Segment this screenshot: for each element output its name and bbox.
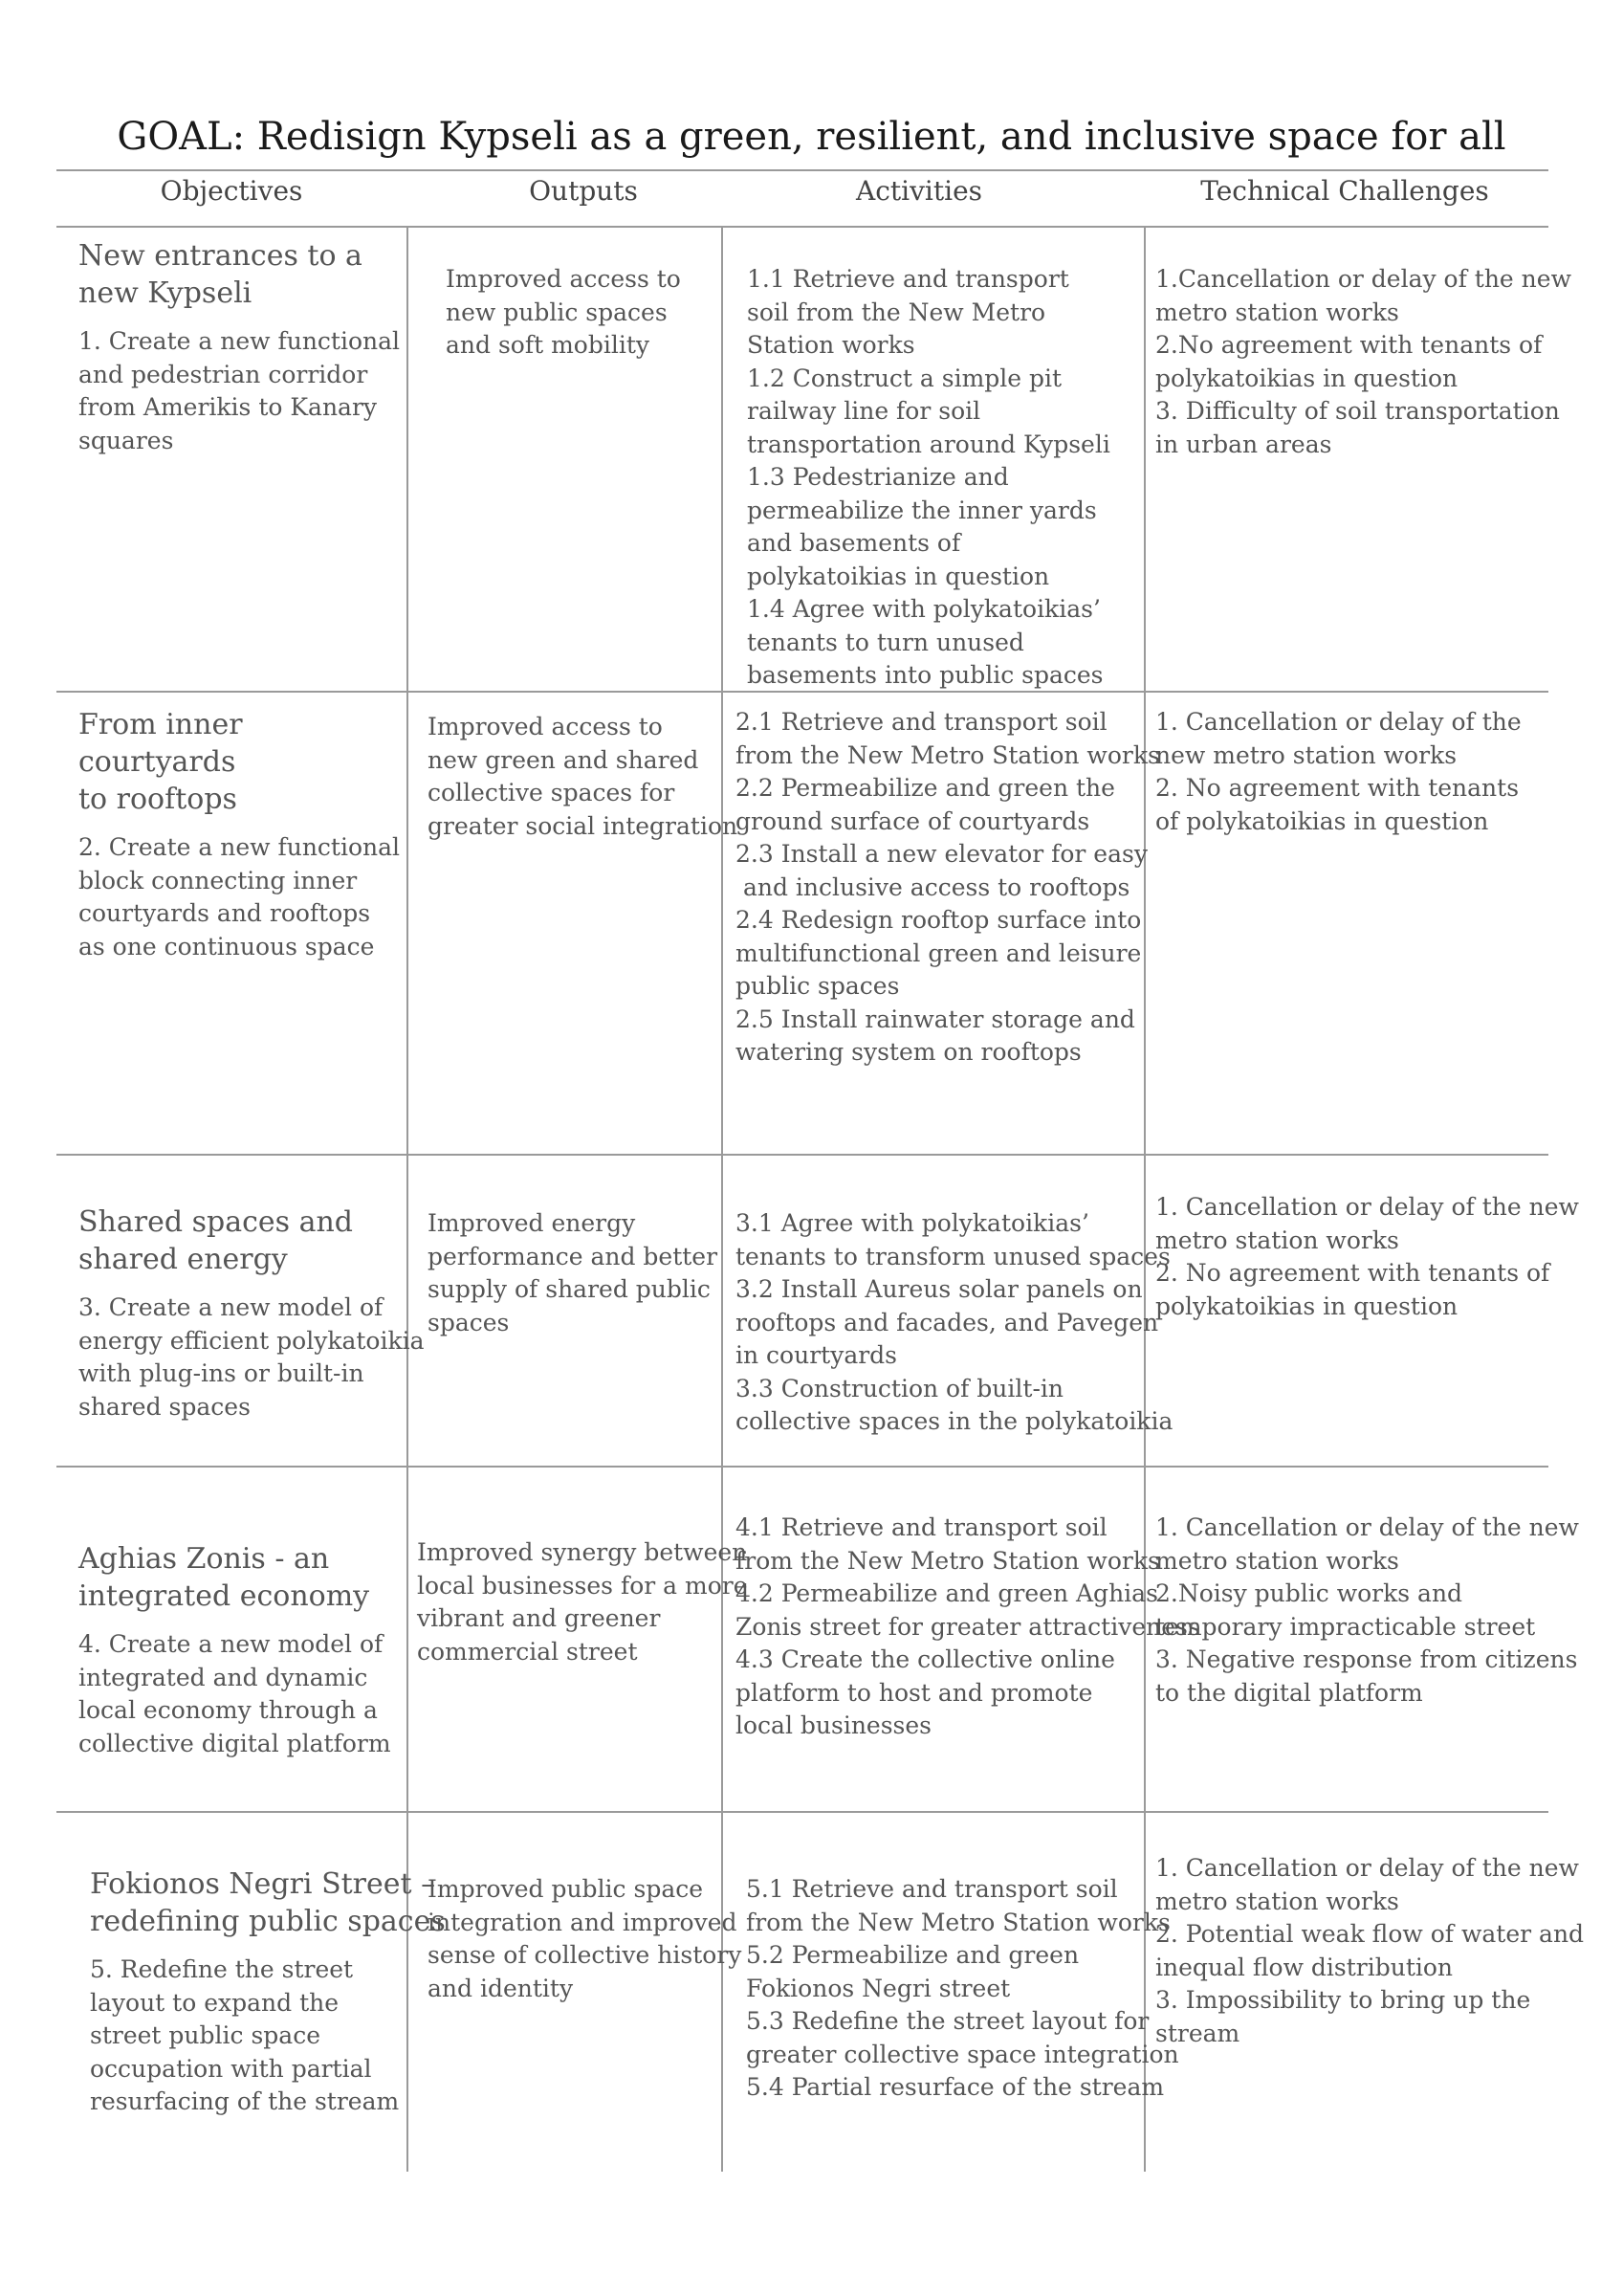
outputs-cell: Improved energy performance and better supply of shared public spaces (428, 1209, 718, 1336)
objective-description: 4. Create a new model of integrated and dynamic local economy through a collective digital platform (78, 1630, 391, 1757)
objective-title: From inner courtyards to rooftops (78, 708, 243, 816)
header-technical-challenges: Technical Challenges (1200, 175, 1489, 207)
objective-cell (78, 1540, 391, 1760)
header-bottom-rule (56, 226, 1548, 228)
objective-cell (90, 1866, 446, 2119)
objective-description: 1. Create a new functional and pedestrian corridor from Amerikis to Kanary squares (78, 327, 401, 454)
activities-cell: 2.1 Retrieve and transport soil from the New Metro Station works 2.2 Permeabilize and green the ground surface of courtyards 2.3 Install a new elevator for easy and inclusive access to rooftops 2.4 Redesign rooftop surface into multifunctional green and leisure public spaces 2.5 Install rainwater storage and watering system on rooftops (735, 708, 1160, 1066)
header-outputs: Outputs (529, 175, 638, 207)
challenges-cell: 1. Cancellation or delay of the new metro station works 2. No agreement with tenants of polykatoikias in question (1155, 708, 1522, 835)
objective-title: Shared spaces and shared energy (78, 1205, 353, 1276)
objective-cell (78, 706, 400, 963)
challenges-cell: 1.Cancellation or delay of the new metro station works 2.No agreement with tenants of polykatoikias in question 3. Difficulty of soil transportation in urban areas (1155, 265, 1571, 458)
challenges-cell: 1. Cancellation or delay of the new metro station works 2. No agreement with tenants of polykatoikias in question (1155, 1193, 1579, 1320)
page-title: GOAL: Redisign Kypseli as a green, resilient, and inclusive space for all (117, 115, 1506, 159)
row-divider-4 (56, 1811, 1548, 1813)
challenges-cell: 1. Cancellation or delay of the new metro station works 2.Noisy public works and temporary impracticable street 3. Negative response from citizens to the digital platform (1155, 1513, 1579, 1707)
header-top-rule (56, 169, 1548, 171)
objective-title: Fokionos Negri Street – redefining public spaces (90, 1867, 446, 1938)
objective-description: 5. Redefine the street layout to expand the street public space occupation with partial resurfacing of the stream (90, 1955, 400, 2115)
activities-cell: 3.1 Agree with polykatoikias’ tenants to transform unused spaces 3.2 Install Aureus solar panels on rooftops and facades, and Pavegen in courtyards 3.3 Construction of built-in collective spaces in the polykatoikia (735, 1209, 1173, 1435)
objective-cell (78, 237, 400, 457)
activities-cell: 4.1 Retrieve and transport soil from the New Metro Station works 4.2 Permeabilize and green Aghias Zonis street for greater attractiveness 4.3 Create the collective online platform to host and promote local businesses (735, 1513, 1200, 1739)
header-activities: Activities (855, 175, 983, 207)
row-divider-2 (56, 1154, 1548, 1156)
objective-description: 3. Create a new model of energy efficient polykatoikia with plug-ins or built-in shared spaces (78, 1293, 425, 1421)
row-divider-3 (56, 1466, 1548, 1468)
outputs-cell: Improved synergy between local businesses for a more vibrant and greener commercial street (417, 1538, 748, 1666)
outputs-cell: Improved access to new green and shared collective spaces for greater social integration (428, 713, 738, 840)
objective-title: New entrances to a new Kypseli (78, 239, 362, 310)
objective-description: 2. Create a new functional block connecting inner courtyards and rooftops as one continuous space (78, 833, 401, 960)
outputs-cell: Improved public space integration and improved sense of collective history and identity (428, 1875, 742, 2002)
outputs-cell: Improved access to new public spaces and soft mobility (446, 265, 681, 359)
header-objectives: Objectives (160, 175, 303, 207)
challenges-cell: 1. Cancellation or delay of the new metro station works 2. Potential weak flow of water and inequal flow distribution 3. Impossibility to bring up the stream (1155, 1854, 1585, 2047)
objective-cell (78, 1203, 425, 1424)
activities-cell: 1.1 Retrieve and transport soil from the New Metro Station works 1.2 Construct a simple pit railway line for soil transportation around Kypseli 1.3 Pedestrianize and permeabilize the inner yards and basements of polykatoikias in question 1.4 Agree with polykatoikias’ tenants to turn unused basements into public spaces (747, 265, 1110, 689)
objective-title: Aghias Zonis - an integrated economy (78, 1542, 370, 1613)
activities-cell: 5.1 Retrieve and transport soil from the New Metro Station works 5.2 Permeabilize and green Fokionos Negri street 5.3 Redefine the street layout for greater collective space integration 5.4 Partial resurface of the stream (746, 1875, 1179, 2101)
